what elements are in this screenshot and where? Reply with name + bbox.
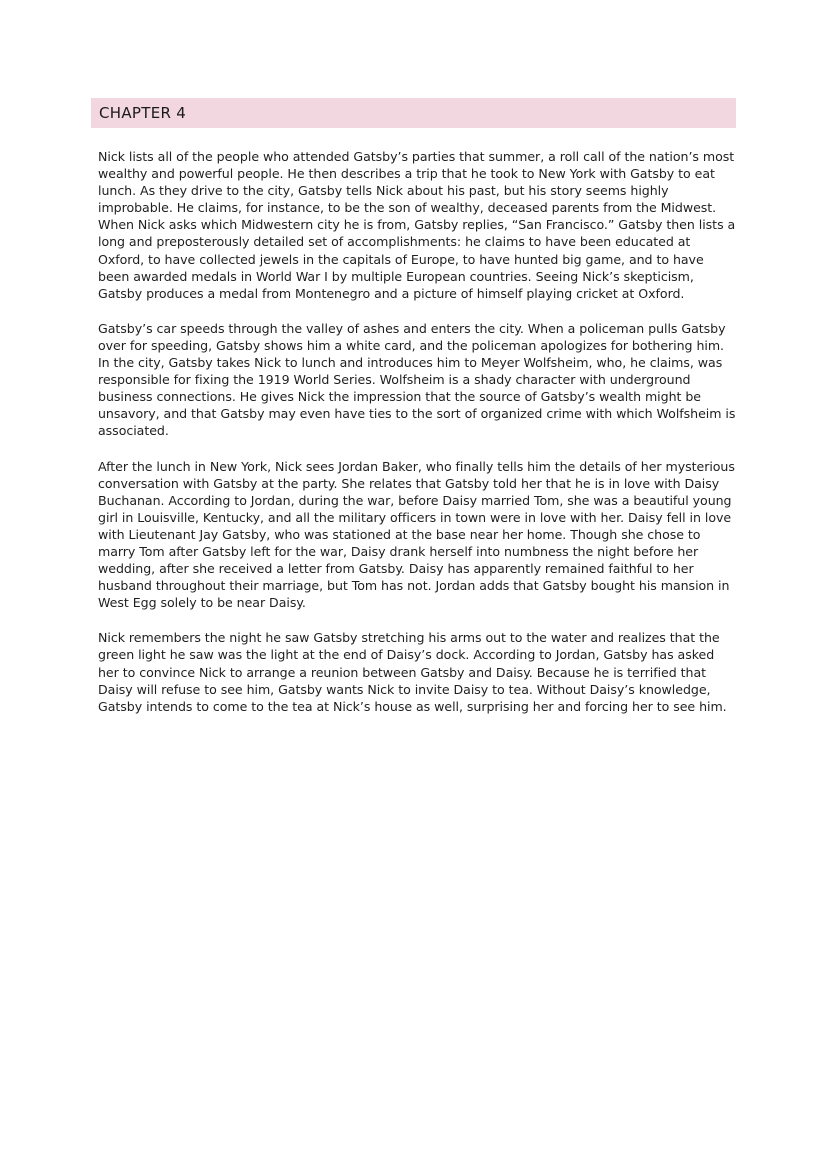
paragraph-2: Gatsby’s car speeds through the valley of ashes and enters the city. When a policeman pulls Gatsby over for speeding, Gatsby shows him a white card, and the policeman apologizes for bothering him. In the city, Gatsby takes Nick to lunch and introduces him to Meyer Wolfsheim, who, he claims, was responsible for fixing the 1919 World Series. Wolfsheim is a shady character with underground business connections. He gives Nick the impression that the source of Gatsby’s wealth might be unsavory, and that Gatsby may even have ties to the sort of organized crime with which Wolfsheim is associated.	[98, 320, 736, 439]
paragraph-3: After the lunch in New York, Nick sees Jordan Baker, who finally tells him the details of her mysterious conversation with Gatsby at the party. She relates that Gatsby told her that he is in love with Daisy Buchanan. According to Jordan, during the war, before Daisy married Tom, she was a beautiful young girl in Louisville, Kentucky, and all the military officers in town were in love with her. Daisy fell in love with Lieutenant Jay Gatsby, who was stationed at the base near her home. Though she chose to marry Tom after Gatsby left for the war, Daisy drank herself into numbness the night before her wedding, after she received a letter from Gatsby. Daisy has apparently remained faithful to her husband throughout their marriage, but Tom has not. Jordan adds that Gatsby bought his mansion in West Egg solely to be near Daisy.	[98, 458, 735, 611]
chapter-heading: CHAPTER 4	[91, 98, 736, 128]
paragraph-4: Nick remembers the night he saw Gatsby stretching his arms out to the water and realizes that the green light he saw was the light at the end of Daisy’s dock. According to Jordan, Gatsby has asked her to convince Nick to arrange a reunion between Gatsby and Daisy. Because he is terrified that Daisy will refuse to see him, Gatsby wants Nick to invite Daisy to tea. Without Daisy’s knowledge, Gatsby intends to come to the tea at Nick’s house as well, surprising her and forcing her to see him.	[98, 630, 727, 714]
chapter-summary	[98, 148, 738, 733]
paragraph-1: Nick lists all of the people who attended Gatsby’s parties that summer, a roll call of the nation’s most wealthy and powerful people. He then describes a trip that he took to New York with Gatsby to eat lunch. As they drive to the city, Gatsby tells Nick about his past, but his story seems highly improbable. He claims, for instance, to be the son of wealthy, deceased parents from the Midwest. When Nick asks which Midwestern city he is from, Gatsby replies, “San Francisco.” Gatsby then lists a long and preposterously detailed set of accomplishments: he claims to have been educated at Oxford, to have collected jewels in the capitals of Europe, to have hunted big game, and to have been awarded medals in World War I by multiple European countries. Seeing Nick’s skepticism, Gatsby produces a medal from Montenegro and a picture of himself playing cricket at Oxford.	[98, 149, 736, 301]
